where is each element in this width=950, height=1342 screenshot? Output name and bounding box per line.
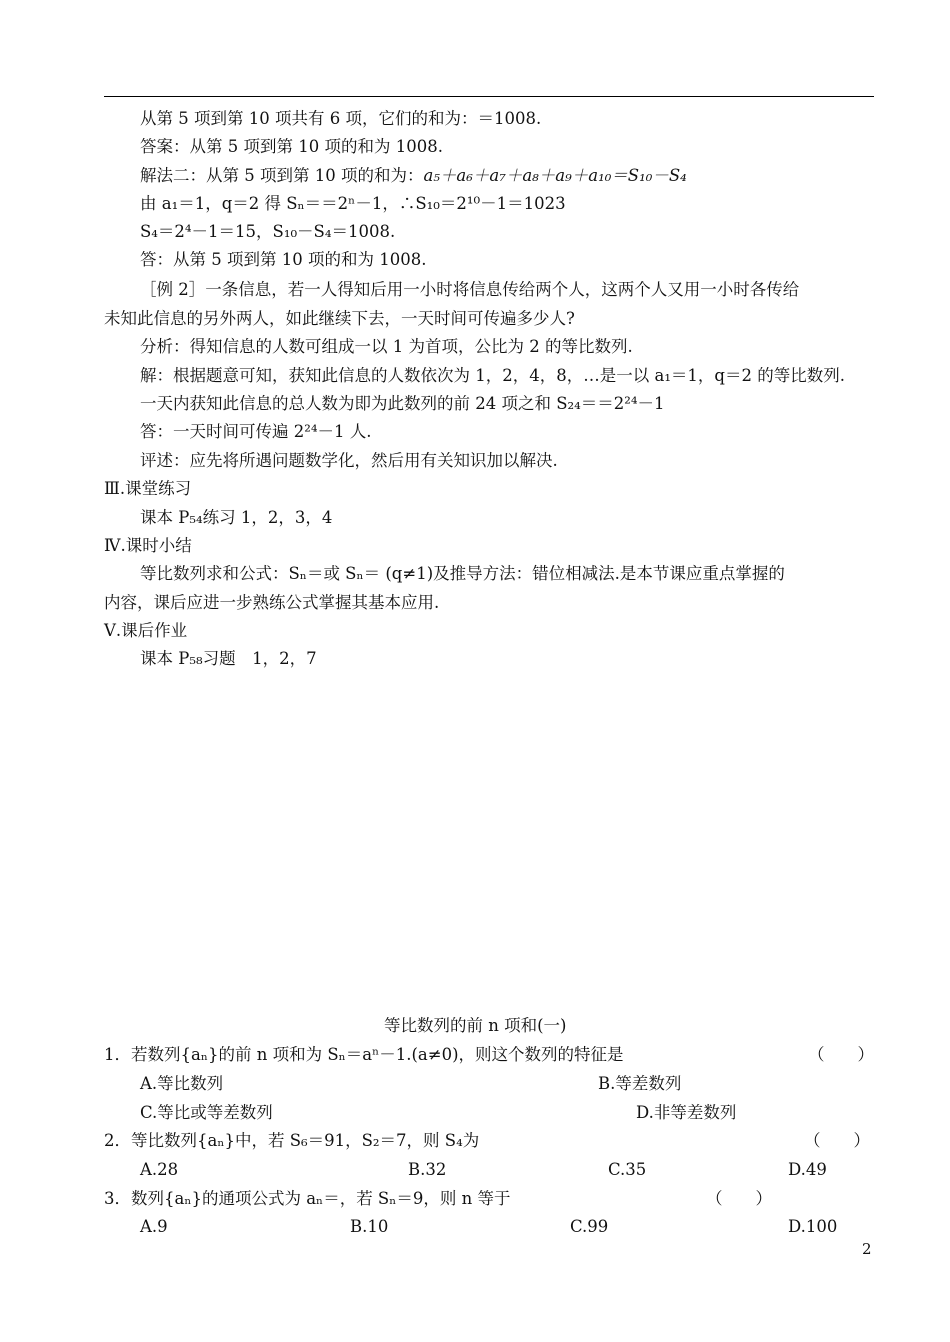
- text-span: 解法二：从第 5 项到第 10 项的和为：: [140, 166, 424, 185]
- option-b: B.10: [350, 1217, 389, 1236]
- option-a: A.9: [140, 1217, 168, 1236]
- text-line: 分析：得知信息的人数可组成一以 1 为首项，公比为 2 的等比数列.: [140, 337, 633, 356]
- text-line: 答案：从第 5 项到第 10 项的和为 1008.: [140, 137, 443, 156]
- option-c: C.等比或等差数列: [140, 1103, 273, 1122]
- text-line: 一天内获知此信息的总人数为即为此数列的前 24 项之和 S₂₄＝＝2²⁴－1: [140, 394, 665, 413]
- header-rule: [104, 96, 874, 97]
- section-heading: Ⅳ.课时小结: [104, 536, 192, 555]
- option-d: D.49: [788, 1160, 827, 1179]
- question-1: 1．若数列{aₙ}的前 n 项和为 Sₙ＝aⁿ－1.(a≠0)，则这个数列的特征是: [104, 1045, 624, 1064]
- option-a: A.28: [140, 1160, 179, 1179]
- text-line: [140, 166, 687, 186]
- text-line: 课本 P₅₄练习 1，2，3，4: [140, 508, 333, 527]
- section-heading: Ⅴ.课后作业: [104, 621, 188, 640]
- text-line: S₄＝2⁴－1＝15，S₁₀－S₄＝1008.: [140, 222, 396, 241]
- text-line: 评述：应先将所遇问题数学化，然后用有关知识加以解决.: [140, 451, 558, 470]
- option-c: C.99: [570, 1217, 609, 1236]
- quiz-title: 等比数列的前 n 项和(一): [384, 1016, 567, 1035]
- text-line: 未知此信息的另外两人，如此继续下去，一天时间可传遍多少人?: [104, 309, 575, 328]
- option-d: D.非等差数列: [636, 1103, 737, 1122]
- option-b: B.32: [408, 1160, 447, 1179]
- text-line: 等比数列求和公式：Sₙ＝或 Sₙ＝ (q≠1)及推导方法：错位相减法.是本节课应重点掌握的: [140, 564, 785, 583]
- answer-bracket: （ ）: [804, 1131, 870, 1150]
- option-d: D.100: [788, 1217, 838, 1236]
- text-line: 由 a₁＝1，q＝2 得 Sₙ＝＝2ⁿ－1，∴S₁₀＝2¹⁰－1＝1023: [140, 194, 566, 213]
- text-line: ［例 2］一条信息，若一人得知后用一小时将信息传给两个人，这两个人又用一小时各传给: [140, 280, 800, 299]
- question-2: 2．等比数列{aₙ}中，若 S₆＝91，S₂＝7，则 S₄为: [104, 1131, 480, 1150]
- option-c: C.35: [608, 1160, 647, 1179]
- formula: a₅＋a₆＋a₇＋a₈＋a₉＋a₁₀＝S₁₀－S₄: [423, 166, 687, 185]
- section-heading: Ⅲ.课堂练习: [104, 479, 192, 498]
- text-line: 课本 P₅₈习题 1，2，7: [140, 649, 317, 668]
- option-a: A.等比数列: [140, 1074, 224, 1093]
- option-b: B.等差数列: [598, 1074, 682, 1093]
- text-line: 内容，课后应进一步熟练公式掌握其基本应用.: [104, 593, 440, 612]
- answer-bracket: （ ）: [808, 1045, 874, 1064]
- question-3: 3．数列{aₙ}的通项公式为 aₙ＝，若 Sₙ＝9，则 n 等于: [104, 1189, 511, 1208]
- page-number: 2: [862, 1240, 872, 1258]
- text-line: 答：一天时间可传遍 2²⁴－1 人.: [140, 422, 372, 441]
- text-line: 答：从第 5 项到第 10 项的和为 1008.: [140, 250, 427, 269]
- answer-bracket: （ ）: [706, 1189, 772, 1208]
- text-line: 从第 5 项到第 10 项共有 6 项，它们的和为：＝1008.: [140, 109, 542, 128]
- text-line: 解：根据题意可知，获知此信息的人数依次为 1，2，4，8，…是一以 a₁＝1，q＝2 的等比数列.: [140, 366, 845, 385]
